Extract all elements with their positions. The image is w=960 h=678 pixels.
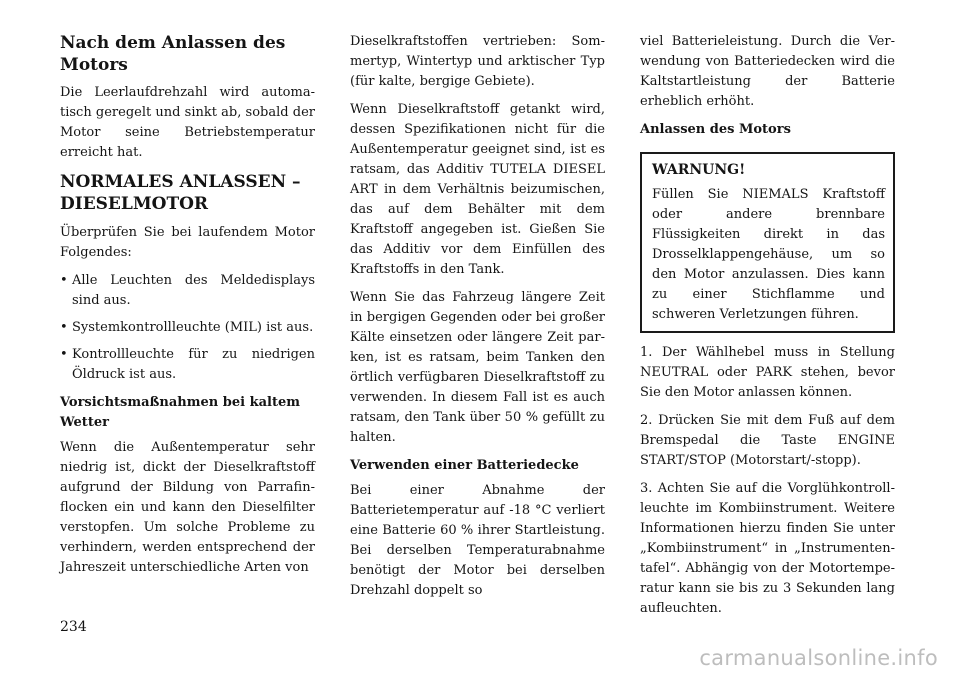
paragraph-check-running: Überprüfen Sie bei laufendem Motor Folgendes:: [60, 225, 315, 260]
section-heading-after-start: Nach dem Anlassen des Motors: [60, 33, 286, 75]
paragraph-mountain-use: Wenn Sie das Fahrzeug längere Zeit in bergigen Gegenden oder bei großer Kälte einsetzen oder längere Zeit parken, ist es ratsam, beim Tanken den örtlich verfügbaren Dieselkraftstoff zu verwenden. In diesem Fall ist es auch ratsam, den Tank über 50 % gefüllt zu halten.: [350, 290, 605, 445]
paragraph-battery-temp: Bei einer Abnahme der Batterietemperatur auf -18 °C verliert eine Batterie 60 % ihrer Startleistung. Bei derselben Temperaturabnahme benötigt der Motor bei derselben Drehzahl doppelt so: [350, 483, 605, 598]
paragraph-fuel-types: Dieselkraftstoffen vertrieben: Sommertyp, Wintertyp und arktischer Typ (für kalte, bergige Gebiete).: [350, 34, 605, 89]
paragraph-cold-weather: Wenn die Außentemperatur sehr niedrig ist, dickt der Dieselkraftstoff aufgrund der Bildung von Parrafinflocken ein und kann den Dieselfilter verstopfen. Um solche Probleme zu verhindern, werden entsprechend der Jahreszeit unterschiedliche Arten von: [60, 440, 315, 575]
paragraph-battery-power: viel Batterieleistung. Durch die Verwendung von Batteriedecken wird die Kaltstartleistung der Batterie erheblich erhöht.: [640, 34, 895, 109]
warning-text: Füllen Sie NIEMALS Kraftstoff oder andere brennbare Flüssigkeiten direkt in das Drosselklappengehäuse, um so den Motor anzulassen. Dies kann zu einer Stichflamme und schweren Verletzungen führen.: [652, 187, 885, 322]
list-item: • Alle Leuchten des Meldedisplays sind aus.: [60, 271, 315, 311]
paragraph-idle-speed: Die Leerlaufdrehzahl wird automatisch geregelt und sinkt ab, sobald der Motor seine Betriebstemperatur erreicht hat.: [60, 85, 315, 160]
watermark: carmanualsonline.info: [699, 646, 938, 670]
column-left: [60, 32, 315, 586]
section-heading-diesel-start: NORMALES ANLASSEN – DIESELMOTOR: [60, 172, 301, 214]
paragraph-additive: Wenn Dieselkraftstoff getankt wird, dessen Spezifikationen nicht für die Außentemperatur geeignet sind, ist es ratsam, das Additiv TUTELA DIESEL ART in dem Verhältnis beizumischen, das auf dem Behälter mit dem Kraftstoff angegeben ist. Gießen Sie das Additiv vor dem Einfüllen des Kraftstoffs in den Tank.: [350, 102, 605, 277]
warning-title: WARNUNG!: [652, 162, 746, 178]
step-1: 1. Der Wählhebel muss in Stellung NEUTRAL oder PARK stehen, bevor Sie den Motor anlassen können.: [640, 345, 895, 400]
step-2: 2. Drücken Sie mit dem Fuß auf dem Bremspedal die Taste ENGINE START/STOP (Motorstart/-stopp).: [640, 413, 895, 468]
column-right: [640, 32, 895, 627]
subheading-battery-blanket: Verwenden einer Batteriedecke: [350, 458, 579, 473]
warning-box: [640, 152, 895, 333]
column-middle: [350, 32, 605, 609]
check-list: [60, 271, 315, 385]
subheading-cold-weather: Vorsichtsmaßnahmen bei kaltem Wetter: [60, 395, 300, 430]
page-number: 234: [60, 619, 87, 635]
step-3: 3. Achten Sie auf die Vorglühkontrollleuchte im Kombiinstrument. Weitere Informationen hierzu finden Sie unter „Kombiinstrument“ in „Instrumententafel“. Abhängig von der Motortemperatur kann sie bis zu 3 Sekunden lang aufleuchten.: [640, 481, 895, 616]
list-item: • Kontrollleuchte für zu niedrigen Öldruck ist aus.: [60, 345, 315, 385]
subheading-starting-engine: Anlassen des Motors: [640, 122, 791, 137]
list-item: • Systemkontrollleuchte (MIL) ist aus.: [60, 318, 315, 338]
